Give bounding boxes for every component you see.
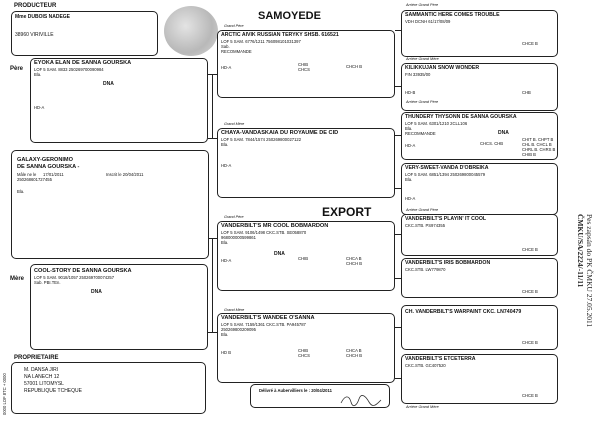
gm2-chca: CHCA B xyxy=(346,348,362,353)
gp2-color: Bla. xyxy=(221,240,229,245)
gp1-chcs: CHCS xyxy=(298,67,310,72)
gp2-name: VANDERBILT'S MR COOL BOBMARDON xyxy=(221,223,329,229)
agp4-ch: CHCE B xyxy=(522,247,538,252)
connector xyxy=(395,378,401,379)
agp2-box xyxy=(401,112,558,160)
agp1-chb: CHB xyxy=(522,90,531,95)
registration-stamp-line1: Pes zapsán do PK ČMKU 27.05.2011 xyxy=(585,214,594,328)
agp2-dna: DNA xyxy=(498,130,509,136)
connector xyxy=(395,327,401,328)
agm0-label: Arrière Grand Mère xyxy=(406,57,439,61)
agp5-ch: CHCE B xyxy=(522,289,538,294)
producteur-box xyxy=(11,11,158,56)
agp2-hd: HD-A xyxy=(405,143,416,148)
gp1-box xyxy=(217,30,395,98)
gm1-label: Grand Mère xyxy=(224,122,245,126)
mere-color: Sab. PBI.TEn. xyxy=(34,280,61,285)
proprietaire-line3: 57001 LITOMYSL xyxy=(24,381,64,387)
connector xyxy=(395,86,401,87)
agp0-ch: CHCE B xyxy=(522,41,538,46)
gm1-reg: LOF 5 SAM. 7844/1574 250269800027122 xyxy=(221,137,302,142)
pere-box xyxy=(30,58,208,143)
agp3-color: Bla. xyxy=(405,177,413,182)
dog-birth: 17/01/2011 xyxy=(43,172,64,177)
agp2-chcs: CHCS. CHB xyxy=(480,141,504,146)
pere-color: Bla. xyxy=(34,72,42,77)
producteur-line1: Mme DUBOIS NADEGE xyxy=(15,14,71,20)
gm2-box xyxy=(217,313,395,383)
agp0-box xyxy=(401,10,558,57)
gp2-dna: DNA xyxy=(274,251,285,257)
agp3-hd: HD-A xyxy=(405,196,416,201)
dog-color: Bla. xyxy=(17,189,25,194)
gp2-chca: CHCA B xyxy=(346,256,362,261)
mere-box xyxy=(30,264,208,350)
gp2-box xyxy=(217,221,395,291)
agp2-c1: CHIT B. CHPT B xyxy=(522,137,554,142)
delivery-text: Délivré à Aubervilliers le : 20/04/2011 xyxy=(259,388,332,393)
gp2-chch: CHCH B xyxy=(346,261,363,266)
breed-title: SAMOYEDE xyxy=(258,10,321,22)
connector xyxy=(395,135,401,136)
agp7-reg: CKC.STB. GC407520 xyxy=(405,363,446,368)
agp5-box xyxy=(401,258,558,298)
gp2-chb: CHIB xyxy=(298,256,309,261)
mere-dna: DNA xyxy=(91,289,102,295)
gp2-reg: LOF 5 SAM. 9106/1498 CKC.STB. SE058870 xyxy=(221,230,307,235)
proprietaire-line1: M. DANSA JIRI xyxy=(24,367,59,373)
delivery-box xyxy=(250,384,390,408)
agp1-name: KILIKKUJAN SNOW WONDER xyxy=(405,65,480,71)
club-seal xyxy=(164,6,218,56)
side-code: 0000 LOF 8TC + 0000 xyxy=(2,373,7,415)
proprietaire-line4: REPUBLIQUE TCHEQUE xyxy=(24,388,82,394)
gp1-label: Grand Père xyxy=(224,24,244,28)
agp0-label: Arrière Grand Père xyxy=(406,3,439,7)
agp2-c3: CHRL B. CHRS B xyxy=(522,147,556,152)
agp4-reg: CKC.STB. PS974355 xyxy=(405,223,446,228)
agp2-color: Bla. xyxy=(405,126,413,131)
agp7-name: VANDERBILT'S ETCETERRA xyxy=(405,356,476,362)
dog-name1: GALAXY-GERONIMO xyxy=(17,157,73,163)
agp6-ch: CHCE B xyxy=(522,340,538,345)
agp2-reg: LOF 5 SAM. 6301/1210 2CLL106 xyxy=(405,121,468,126)
pere-dna: DNA xyxy=(103,81,114,87)
agp0-name: SAMMANTIC HERE COMES TROUBLE xyxy=(405,12,500,18)
connector xyxy=(395,234,401,235)
agp4-name: VANDERBILT'S PLAYIN' IT COOL xyxy=(405,216,487,222)
gm2-label: Grand Mère xyxy=(224,308,245,312)
pere-hd: HD-A xyxy=(34,105,45,110)
gm2-chb: CHIB xyxy=(298,348,309,353)
dog-name2: DE SANNA GOURSKA - xyxy=(17,164,80,170)
agp3-reg: LOF 5 SAM. 6851/1394 250269800045579 xyxy=(405,172,486,177)
mere-reg: LOF 5 SAM. 9018/1057 250269700074257 xyxy=(34,275,115,280)
gm1-color: Bla. xyxy=(221,142,229,147)
gm2-hd: HD B xyxy=(221,350,232,355)
agp1-hd: HD-B xyxy=(405,90,416,95)
agp2-name: THUNDERY THYSONN DE SANNA GOURSKA xyxy=(405,114,517,120)
gp1-color: Sab. xyxy=(221,44,230,49)
producteur-label: PRODUCTEUR xyxy=(14,3,57,9)
dog-male-label: Mâle ne le xyxy=(17,172,37,177)
connector xyxy=(208,332,217,333)
registration-stamp-line2: ČMKU/SA/2224/-11/11 xyxy=(576,214,585,288)
agp4-label: Arrière Grand Père xyxy=(406,208,439,212)
agp2-label: Arrière Grand Père xyxy=(406,100,439,104)
gp1-name: ARCTIC AIVIK RUSSIAN TERYKY SHSB. 616521 xyxy=(221,32,339,38)
connector xyxy=(395,188,401,189)
gp2-chip: 968000000599861 xyxy=(221,235,256,240)
gp1-extra: RECOMMANDE xyxy=(221,49,252,54)
mere-name: COOL-STORY DE SANNA GOURSKA xyxy=(34,268,132,274)
agp5-name: VANDERBILT'S IRIS BOBMARDON xyxy=(405,260,491,266)
gp1-chb: CHIB xyxy=(298,62,309,67)
agp7-box xyxy=(401,354,558,404)
gm1-name: CHAYA-VANDASKAIA DU ROYAUME DE CID xyxy=(221,130,339,136)
agp6-box xyxy=(401,305,558,350)
proprietaire-label: PROPRIETAIRE xyxy=(14,355,59,361)
gm2-name: VANDERBILT'S WANDEE O'SANNA xyxy=(221,315,315,321)
connector xyxy=(208,138,217,139)
agp6-name: CH. VANDERBILT'S WARPAINT CKC. LN740479 xyxy=(405,309,522,315)
agp1-reg: FIN 33935/00 xyxy=(405,72,431,77)
producteur-line2: 38960 VIRIVILLE xyxy=(15,32,54,38)
gm2-chcs: CHCS xyxy=(298,353,310,358)
connector xyxy=(395,30,401,31)
gp2-label: Grand Père xyxy=(224,215,244,219)
dog-inscrit: Inscrit le 20/04/2011 xyxy=(106,172,144,177)
connector xyxy=(395,278,401,279)
gp1-chch: CHCH B xyxy=(346,64,363,69)
gm1-box xyxy=(217,128,395,198)
export-title: EXPORT xyxy=(322,205,372,219)
agp3-name: VERY-SWEET-VANDA D'OBREIKA xyxy=(405,165,489,171)
proprietaire-box xyxy=(11,362,206,414)
dog-box xyxy=(11,150,209,259)
agp2-extra: RECOMMANDE xyxy=(405,131,436,136)
gm2-chip: 250269800209095 xyxy=(221,327,256,332)
agm7-label: Arrière Grand Mère xyxy=(406,405,439,409)
gm2-chch: CHCH B xyxy=(346,353,363,358)
gp2-hd: HD-A xyxy=(221,258,232,263)
gp1-hd: HD-A xyxy=(221,65,232,70)
agp2-c4: CHIB B xyxy=(522,152,536,157)
signature-icon xyxy=(339,393,383,407)
proprietaire-line2: NA LANECH 12 xyxy=(24,374,60,380)
agp0-reg: VDH DCNH 61/17/08/09 xyxy=(405,19,451,24)
pere-label: Père xyxy=(10,66,24,72)
pere-name: EYOKA ELAN DE SANNA GOURSKA xyxy=(34,60,132,66)
pere-reg: LOF 5 SAM. 8833 250269700090984 xyxy=(34,67,104,72)
connector xyxy=(212,238,213,332)
agp7-ch: CHCE B xyxy=(522,393,538,398)
gm2-reg: LOF 5 SAM. 7159/1361 CKC.STB. PA945787 xyxy=(221,322,306,327)
agp5-reg: CKC.STB. LW779870 xyxy=(405,267,446,272)
connector xyxy=(212,74,213,138)
agp2-c2: CHL B. CHCL B xyxy=(522,142,552,147)
dog-chip: 250268601727455 xyxy=(17,177,52,182)
gp1-reg: LOF 5 SAM. 6776/1211 756098101031397 xyxy=(221,39,301,44)
mere-label: Mère xyxy=(10,276,25,282)
agp4-box xyxy=(401,214,558,256)
gm2-color: Bla. xyxy=(221,332,229,337)
gm1-hd: HD-A xyxy=(221,163,232,168)
